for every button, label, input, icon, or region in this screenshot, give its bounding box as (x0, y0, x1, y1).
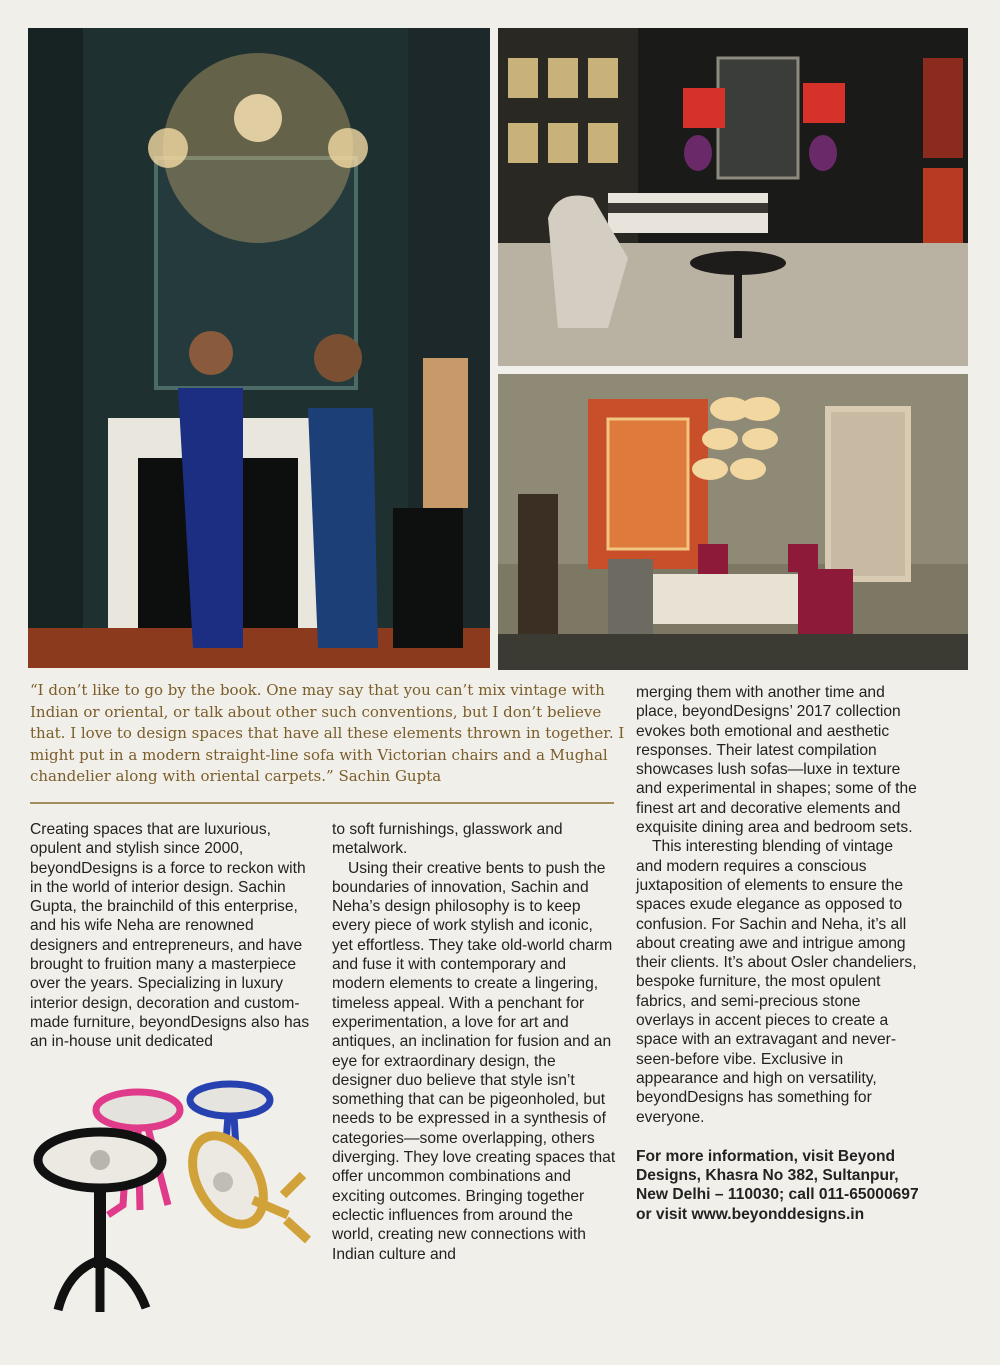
article-paragraph: Using their creative bents to push the boundaries of innovation, Sachin and Neha’s design philosophy is to keep every piece of work stylish and iconic, yet effortless. They take old-world charm and fuse it with contemporary and modern elements to create a lingering, timeless appeal. With a penchant for experimentation, a love for art and antiques, an inclination for fusion and an eye for extraordinary design, the designer duo believe that style isn’t something that can be pigeonholed, but needs to be expressed in a synthesis of categories—some overlapping, others diverging. They love creating spaces that offer uncommon combinations and exciting outcomes. Bringing together eclectic influences from around the world, creating new connections with Indian culture and (332, 859, 616, 1263)
quote-divider (30, 802, 614, 804)
article-column-3 (636, 683, 921, 1224)
article-paragraph: This interesting blending of vintage and modern requires a conscious juxtaposition of elements to ensure the spaces exude elegance as opposed to confusion. For Sachin and Neha, it’s all about creating awe and intrigue among their clients. It’s about Osler chandeliers, bespoke furniture, the most opulent fabrics, and semi-precious stone overlays in accent pieces to create a space with an extravagant and never-seen-before vibe. Exclusive in appearance and high on versatility, beyondDesigns has something for everyone. (636, 838, 917, 1126)
pull-quote: “I don’t like to go by the book. One may say that you can’t mix vintage with Indian or oriental, or talk about other such conventions, but I don’t believe that. I love to design spaces that have all these elements thrown in together. I might put in a modern straight-line sofa with Victorian chairs and a Mughal chandelier along with oriental carpets.” Sachin Gupta (30, 681, 625, 785)
dining-room-photo (498, 374, 968, 670)
study-room-photo (498, 28, 968, 366)
article-paragraph: merging them with another time and place, beyondDesigns’ 2017 collection evokes both emotional and aesthetic responses. Their latest compilation showcases lush sofas—luxe in texture and experimental in shapes; some of the finest art and decorative elements and exquisite dining area and bedroom sets. (636, 684, 917, 837)
article-paragraph: Creating spaces that are luxurious, opulent and stylish since 2000, beyondDesigns is a force to reckon with in the world of interior design. Sachin Gupta, the brainchild of this enterprise, and his wife Neha are renowned designers and entrepreneurs, and have brought to fruition many a masterpiece over the years. Specializing in luxury interior design, decoration and custom-made furniture, beyondDesigns also has an in-house unit dedicated (30, 821, 310, 1051)
designers-portrait-photo (28, 28, 490, 668)
article-column-2 (332, 820, 617, 1264)
article-paragraph: to soft furnishings, glasswork and metalwork. (332, 821, 563, 858)
contact-info: For more information, visit Beyond Designs, Khasra No 382, Sultanpur, New Delhi – 110030; call 011-65000697 or visit www.beyonddesigns.in (636, 1147, 919, 1223)
side-tables-product-photo (28, 1080, 328, 1320)
article-column-1 (30, 820, 310, 1052)
